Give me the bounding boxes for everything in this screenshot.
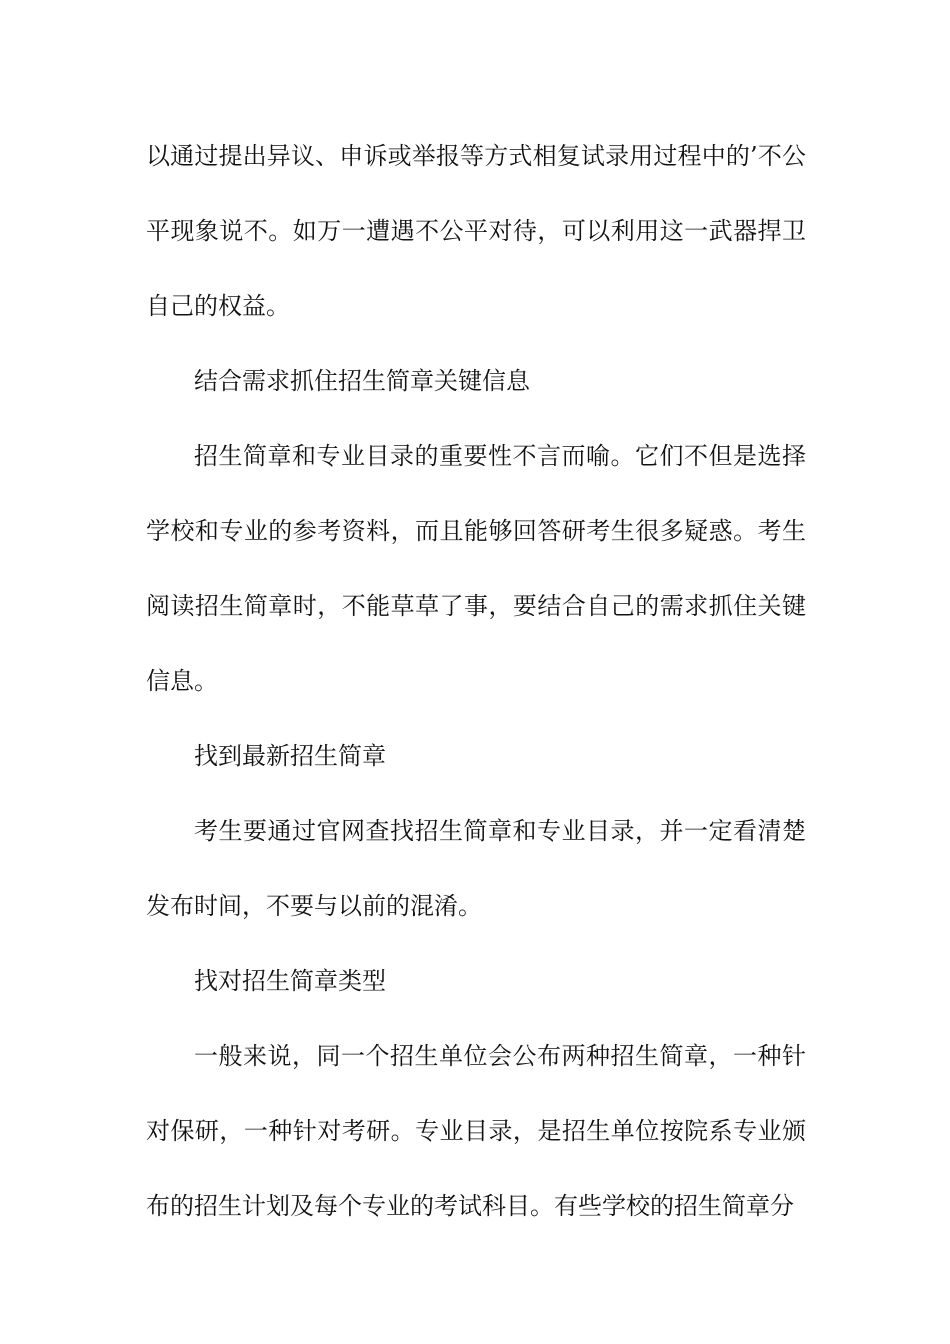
paragraph-types: 一般来说，同一个招生单位会公布两种招生简章，一种针对保研，一种针对考研。专业目录，是招生单位按院系专业颁布的招生计划及每个专业的考试科目。有些学校的招生简章分 bbox=[146, 1042, 806, 1220]
section-heading-key-info: 结合需求抓住招生简章关键信息 bbox=[194, 367, 530, 395]
section-heading-latest: 找到最新招生简章 bbox=[194, 742, 386, 770]
paragraph-importance: 招生简章和专业目录的重要性不言而喻。它们不但是选择学校和专业的参考资料，而且能够回答研考生很多疑惑。考生阅读招生简章时，不能草草了事，要结合自己的需求抓住关键信息。 bbox=[146, 442, 806, 695]
section-heading-type: 找对招生简章类型 bbox=[194, 967, 386, 995]
paragraph-continuation: 以通过提出异议、申诉或举报等方式相复试录用过程中的’不公平现象说不。如万一遭遇不公平对待，可以利用这一武器捍卫自己的权益。 bbox=[146, 142, 806, 320]
document-body bbox=[146, 119, 806, 1244]
paragraph-official-site: 考生要通过官网查找招生简章和专业目录，并一定看清楚发布时间，不要与以前的混淆。 bbox=[146, 817, 806, 920]
